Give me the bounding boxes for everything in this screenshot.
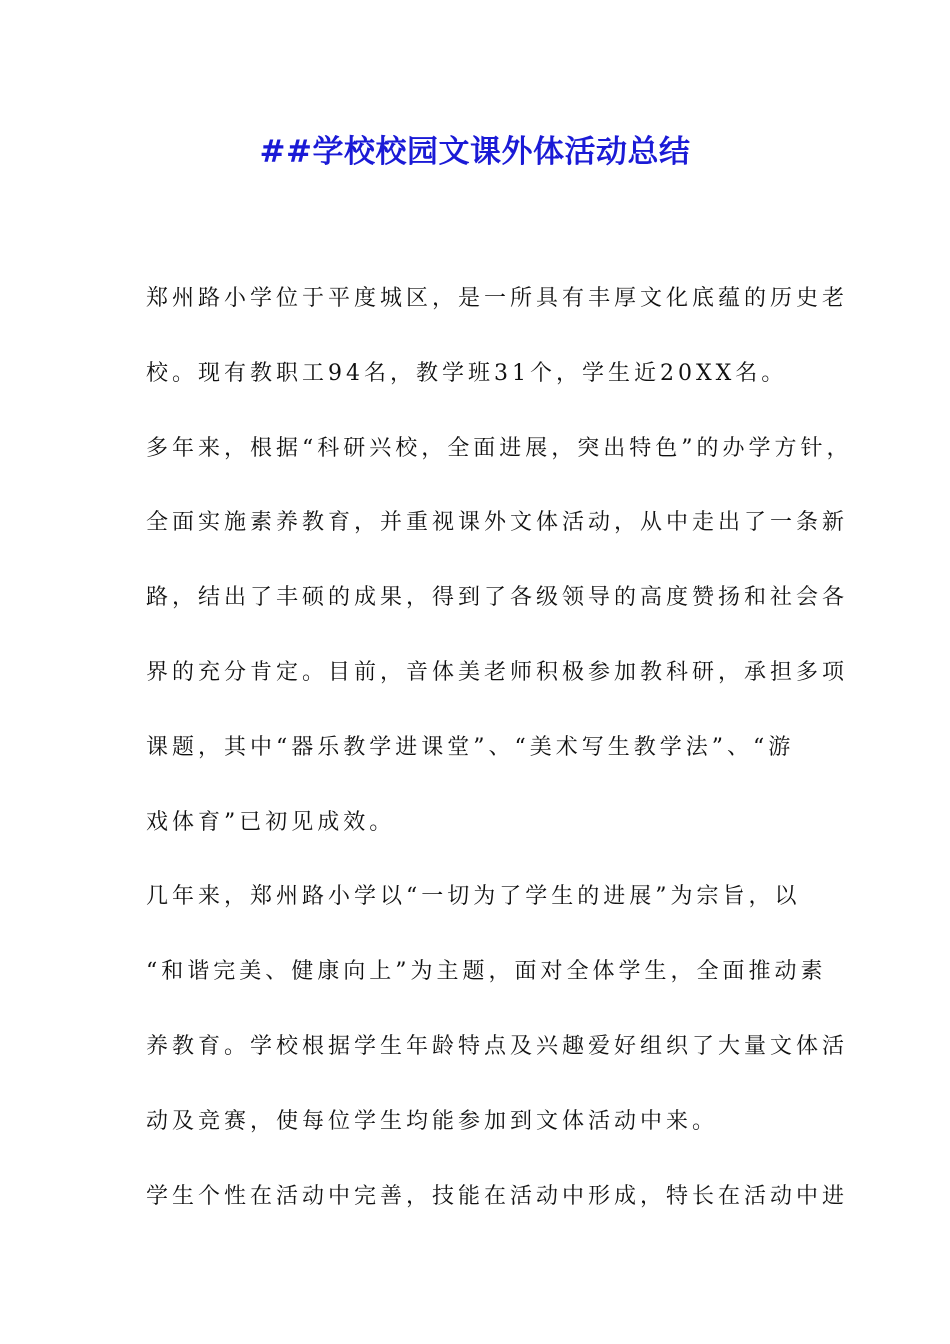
text-line: 养教育。学校根据学生年龄特点及兴趣爱好组织了大量文体活 (146, 1033, 849, 1059)
text-line: 全面实施素养教育，并重视课外文体活动，从中走出了一条新 (146, 510, 849, 536)
text-line: 戏体育”已初见成效。 (146, 809, 396, 835)
text-line: 路，结出了丰硕的成果，得到了各级领导的高度赞扬和社会各 (146, 585, 849, 611)
paragraph (146, 1160, 849, 1235)
paragraph (146, 412, 853, 861)
text-line: 课题，其中“器乐教学进课堂”、“美术写生教学法”、“游 (146, 734, 795, 760)
text-line: 学生个性在活动中完善，技能在活动中形成，特长在活动中进 (146, 1183, 849, 1209)
text-line: 动及竞赛，使每位学生均能参加到文体活动中来。 (146, 1108, 719, 1134)
text-line: 几年来，郑州路小学以“一切为了学生的进展”为宗旨，以 (146, 884, 801, 910)
text-line: 郑州路小学位于平度城区，是一所具有丰厚文化底蕴的历史老 (146, 286, 849, 311)
text-line: 校。现有教职工94名，教学班31个，学生近20XX名。 (146, 360, 788, 386)
paragraph (146, 262, 849, 412)
text-line: “和谐完美、健康向上”为主题，面对全体学生，全面推动素 (146, 959, 827, 985)
document-title: ##学校校园文课外体活动总结 (259, 134, 691, 170)
document-body (146, 262, 853, 1234)
text-line: 多年来，根据“科研兴校，全面进展，突出特色”的办学方针， (146, 435, 853, 461)
text-line: 界的充分肯定。目前，音体美老师积极参加教科研，承担多项 (146, 659, 849, 685)
paragraph (146, 860, 849, 1159)
